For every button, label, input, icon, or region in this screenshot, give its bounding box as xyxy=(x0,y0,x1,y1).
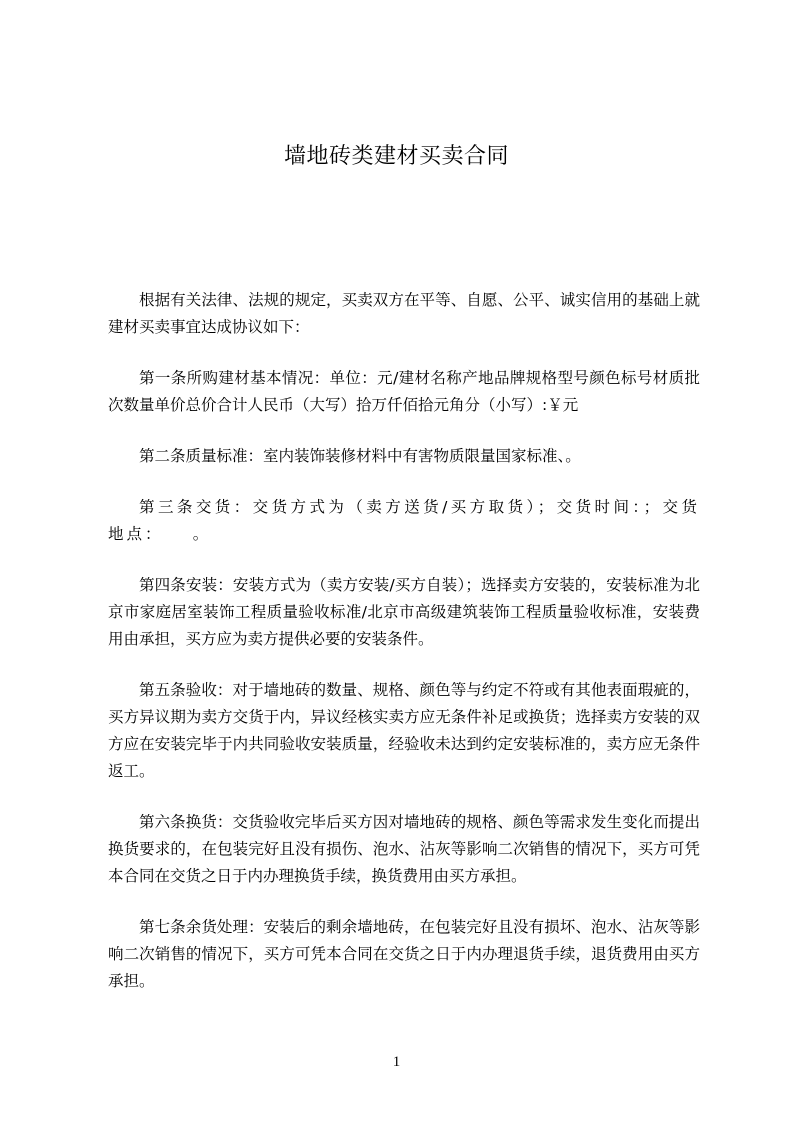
document-body xyxy=(108,287,700,1019)
paragraph-article-7: 第七条余货处理：安装后的剩余墙地砖，在包装完好且没有损坏、泡水、沾灰等影响二次销售的情况下，买方可凭本合同在交货之日于内办理退货手续，退货费用由买方承担。 xyxy=(108,918,700,990)
paragraph-preamble: 根据有关法律、法规的规定，买卖双方在平等、自愿、公平、诚实信用的基础上就建材买卖事宜达成协议如下： xyxy=(108,291,700,336)
paragraph-article-2: 第二条质量标准：室内装饰装修材料中有害物质限量国家标准、。 xyxy=(139,447,581,465)
paragraph-article-5: 第五条验收：对于墙地砖的数量、规格、颜色等与约定不符或有其他表面瑕疵的，买方异议期为卖方交货于内，异议经核实卖方应无条件补足或换货；选择卖方安装的双方应在安装完毕于内共同验收安装质量，经验收未达到约定安装标准的，卖方应无条件返工。 xyxy=(108,681,700,780)
paragraph-article-6: 第六条换货：交货验收完毕后买方因对墙地砖的规格、颜色等需求发生变化而提出换货要求的，在包装完好且没有损伤、泡水、沾灰等影响二次销售的情况下，买方可凭本合同在交货之日于内办理换货手续，换货费用由买方承担。 xyxy=(108,813,700,885)
document-title: 墙地砖类建材买卖合同 xyxy=(283,144,509,169)
paragraph-article-1: 第一条所购建材基本情况：单位：元/建材名称产地品牌规格型号颜色标号材质批次数量单价总价合计人民币（大写）拾万仟佰拾元角分（小写）:￥元 xyxy=(108,369,700,414)
paragraph-article-4: 第四条安装：安装方式为（卖方安装/买方自装）；选择卖方安装的，安装标准为北京市家庭居室装饰工程质量验收标准/北京市高级建筑装饰工程质量验收标准，安装费用由承担，买方应为卖方提供必要的安装条件。 xyxy=(108,576,700,648)
paragraph-article-3: 第三条交货：交货方式为（卖方送货/买方取货）；交货时间：；交货地点： 。 xyxy=(108,498,700,543)
page-number: 1 xyxy=(392,1054,401,1070)
